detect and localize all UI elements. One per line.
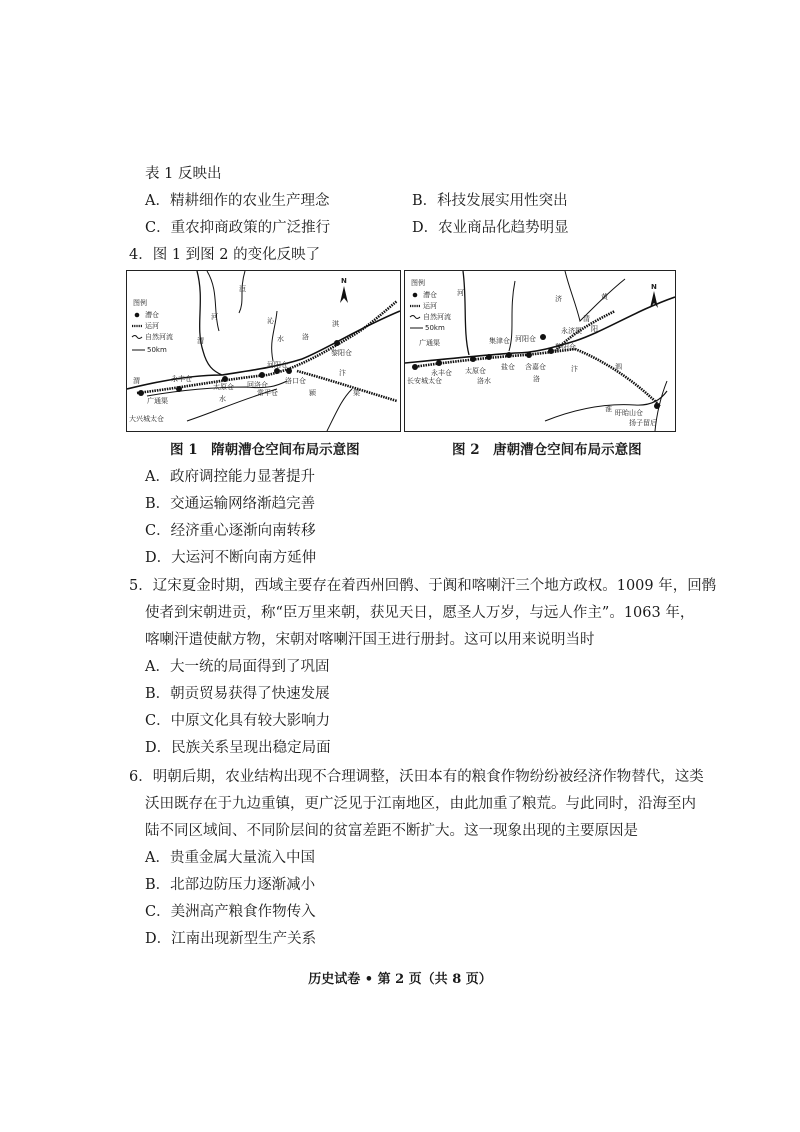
map1-legend-scale: 50km xyxy=(147,346,167,354)
map2-label-11: 盐仓 xyxy=(501,363,515,371)
map2-label-22: 盱眙山仓 xyxy=(615,409,643,417)
map2-legend-canal: 运河 xyxy=(423,302,437,310)
map2-legend-scale: 50km xyxy=(425,324,445,332)
map1-label-20: 渠 xyxy=(353,389,360,397)
q6-stem-line-3: 陆不同区域间、不同阶层间的贫富差距不断扩大。这一现象出现的主要原因是 xyxy=(145,823,638,839)
map2-label-21: 扬子留后 xyxy=(629,419,657,427)
map-sui xyxy=(126,270,401,432)
map1-label-12: 常平仓 xyxy=(257,389,278,397)
map1-label-9: 河阳仓 xyxy=(267,361,288,369)
map2-label-18: 汴 xyxy=(571,365,578,373)
q6-option-a: A．贵重金属大量流入中国 xyxy=(145,850,315,866)
map2-label-10: 集津仓 xyxy=(489,337,510,345)
map2-legend-river: 自然河流 xyxy=(423,313,451,321)
q4-option-c: C．经济重心逐渐向南转移 xyxy=(145,523,316,539)
map1-label-1: 洹 xyxy=(239,285,246,293)
map1-label-15: 渭 xyxy=(133,377,140,385)
map2-label-3: 黄 xyxy=(601,293,608,301)
map-tang xyxy=(404,270,676,432)
q4-stem: 4．图 1 到图 2 的变化反映了 xyxy=(129,247,321,263)
map2-label-15: 长安城太仓 xyxy=(407,377,442,385)
q3-option-b: B．科技发展实用性突出 xyxy=(412,193,568,209)
map1-label-14: 永丰仓 xyxy=(171,375,192,383)
map2-label-20: 淮 xyxy=(605,405,612,413)
map1-label-16: 水 xyxy=(219,395,226,403)
map2-label-9: 含嘉仓 xyxy=(525,363,546,371)
q6-stem-line-1: 6．明朝后期，农业结构出现不合理调整，沃田本有的粮食作物纷纷被经济作物替代，这类 xyxy=(129,769,704,785)
map1-label-17: 广通渠 xyxy=(147,397,168,405)
map1-legend-granary: 漕仓 xyxy=(145,311,159,319)
q5-stem-line-3: 喀喇汗遣使献方物，宋朝对喀喇汗国王进行册封。这可以用来说明当时 xyxy=(145,632,595,648)
page-footer: 历史试卷 • 第 2 页（共 8 页） xyxy=(308,972,492,987)
q6-stem-line-2: 沃田既存在于九边重镇，更广泛见于江南地区，由此加重了粮荒。与此同时，沿海至内 xyxy=(145,796,696,812)
map1-label-6: 洛 xyxy=(302,333,309,341)
q5-option-b: B．朝贡贸易获得了快速发展 xyxy=(145,686,330,702)
map1-label-2: 河 xyxy=(211,313,218,321)
map2-north: N xyxy=(651,283,657,291)
q4-option-a: A．政府调控能力显著提升 xyxy=(145,469,315,485)
map2-label-8: 河阳仓 xyxy=(515,335,536,343)
q4-option-d: D．大运河不断向南方延伸 xyxy=(145,550,317,566)
map1-label-4: 水 xyxy=(277,335,284,343)
map1-label-11: 洛口仓 xyxy=(285,377,306,385)
map2-label-2: 济 xyxy=(555,295,562,303)
map2-label-19: 泗 xyxy=(615,363,622,371)
map2-legend-granary: 漕仓 xyxy=(423,291,437,299)
map2-label-12: 太原仓 xyxy=(465,367,486,375)
map1-label-21: 颍 xyxy=(309,389,316,397)
q3-option-d: D．农业商品化趋势明显 xyxy=(412,220,569,236)
map1-caption: 图 1 隋朝漕仓空间布局示意图 xyxy=(170,442,360,458)
q6-option-b: B．北部边防压力逐渐减小 xyxy=(145,877,316,893)
q5-option-a: A．大一统的局面得到了巩固 xyxy=(145,659,330,675)
q6-option-d: D．江南出现新型生产关系 xyxy=(145,931,317,947)
map1-label-10: 回洛仓 xyxy=(247,381,268,389)
q6-option-c: C．美洲高产粮食作物传入 xyxy=(145,904,316,920)
map2-caption: 图 2 唐朝漕仓空间布局示意图 xyxy=(452,442,642,458)
map2-label-17: 洛 xyxy=(533,375,540,383)
map2-label-13: 永丰仓 xyxy=(431,369,452,377)
map1-legend-river: 自然河流 xyxy=(145,333,173,341)
q4-option-b: B．交通运输网络渐趋完善 xyxy=(145,496,316,512)
q3-stem: 表 1 反映出 xyxy=(145,166,222,182)
map1-label-13: 太原仓 xyxy=(213,383,234,391)
map1-label-18: 大兴城太仓 xyxy=(129,415,164,423)
map2-label-7: 黎阳仓 xyxy=(555,343,576,351)
map-tang-drawing xyxy=(405,271,675,431)
map1-north: N xyxy=(341,277,347,285)
map1-label-5: 渭 xyxy=(197,337,204,345)
q5-option-c: C．中原文化具有较大影响力 xyxy=(145,713,331,729)
map-sui-drawing xyxy=(127,271,400,431)
map2-label-16: 洛水 xyxy=(477,377,491,385)
q3-option-a: A．精耕细作的农业生产理念 xyxy=(145,193,330,209)
map2-label-6: 永济渠 xyxy=(561,327,582,335)
q3-option-c: C．重农抑商政策的广泛推行 xyxy=(145,220,331,236)
map1-label-7: 淇 xyxy=(332,320,339,328)
map2-label-14: 广通渠 xyxy=(419,339,440,347)
q5-option-d: D．民族关系呈现出稳定局面 xyxy=(145,740,331,756)
map1-label-3: 沁 xyxy=(267,317,274,325)
q5-stem-line-1: 5．辽宋夏金时期，西域主要存在着西州回鹘、于阗和喀喇汗三个地方政权。1009 年，回鹘 xyxy=(129,578,717,594)
map1-label-8: 黎阳仓 xyxy=(331,349,352,357)
map1-legend-title: 图例 xyxy=(133,299,147,307)
map2-label-5: 阳 xyxy=(591,325,598,333)
map1-legend-canal: 运河 xyxy=(145,322,159,330)
q5-stem-line-2: 使者到宋朝进贡，称“臣万里来朝，获见天日，愿圣人万岁，与远人作主”。1063 年， xyxy=(145,605,695,621)
map2-legend-title: 图例 xyxy=(411,279,425,287)
map2-label-1: 河 xyxy=(457,289,464,297)
map2-label-4: 清 xyxy=(583,315,590,323)
map1-label-19: 汴 xyxy=(339,369,346,377)
